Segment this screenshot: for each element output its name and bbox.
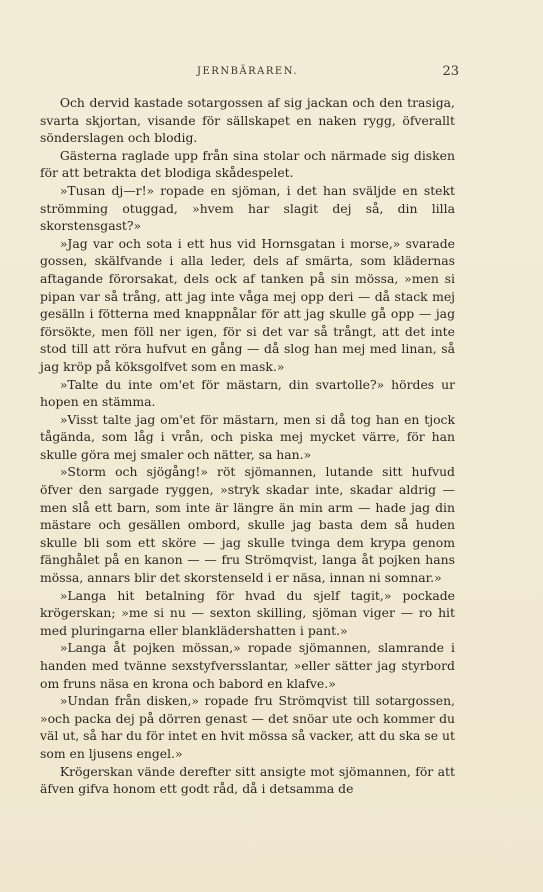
running-title: JERNBÄRAREN.	[196, 66, 299, 77]
paragraph: »Visst talte jag om'et för mästarn, men si då tog han en tjock tågända, som låg i vrån, och piska mej mycket värre, för han skulle göra mej smaler och nätter, sa han.»	[40, 411, 455, 462]
paragraph: »Storm och sjögång!» röt sjömannen, lutande sitt hufvud öfver den sargade ryggen, »stryk skadar inte, skadar aldrig — men slå ett barn, som inte är längre än min arm — hade jag din mästare och gesällen ombord, skulle jag basta dem så huden skulle bli som ett sköre — jag skulle tvinga dem krypa genom fänghålet på en kanon — — fru Strömqvist, langa åt pojken hans mössa, annars blir det skorstenseld i er näsa, innan ni somnar.»	[40, 464, 455, 586]
paragraph: »Jag var och sota i ett hus vid Hornsgatan i morse,» svarade gossen, skälfvande i alla leder, dels af smärta, som klädernas aftagande förorsakat, dels ock af tanken på sin mössa, »men si pipan var så trång, att jag inte våga mej opp deri — då stack mej gesälln i fötterna med knappnålar för att jag skulle gå opp — jag försökte, men föll ner igen, för si det var så trångt, att det inte stod till att röra hufvut en gång — då slog han mej med linan, så jag kröp på köksgolfvet som en mask.»	[40, 235, 455, 374]
page-number: 23	[442, 64, 459, 79]
paragraph: »Langa åt pojken mössan,» ropade sjömannen, slamrande i handen med tvänne sexstyfversslantar, »eller sätter jag styrbord om fruns näsa en krona och babord en klafve.»	[40, 640, 455, 691]
paragraph: »Langa hit betalning för hvad du sjelf tagit,» pockade krögerskan; »me si nu — sexton skilling, sjöman viger — ro hit med pluringarna eller blanklädershatten i pant.»	[40, 587, 455, 638]
paragraph: »Undan från disken,» ropade fru Strömqvist till sotargossen, »och packa dej på dörren genast — det snöar ute och kommer du väl ut, så har du för intet en hvit mössa så vacker, att du ska se ut som en ljusens engel.»	[40, 693, 455, 761]
paragraph: »Talte du inte om'et för mästarn, din svartolle?» hördes ur hopen en stämma.	[40, 376, 455, 410]
body-text	[40, 94, 455, 798]
page-header	[40, 64, 459, 82]
paragraph: Krögerskan vände derefter sitt ansigte mot sjömannen, för att äfven gifva honom ett godt råd, då i detsamma de	[40, 763, 455, 797]
paragraph: Gästerna raglade upp från sina stolar och närmade sig disken för att betrakta det blodiga skådespelet.	[40, 147, 455, 181]
paragraph: Och dervid kastade sotargossen af sig jackan och den trasiga, svarta skjortan, visande för sällskapet en naken rygg, öfverallt sönderslagen och blodig.	[40, 95, 455, 146]
paragraph: »Tusan dj—r!» ropade en sjöman, i det han sväljde en stekt strömming otuggad, »hvem har slagit dej så, din lilla skorstensgast?»	[40, 182, 455, 234]
